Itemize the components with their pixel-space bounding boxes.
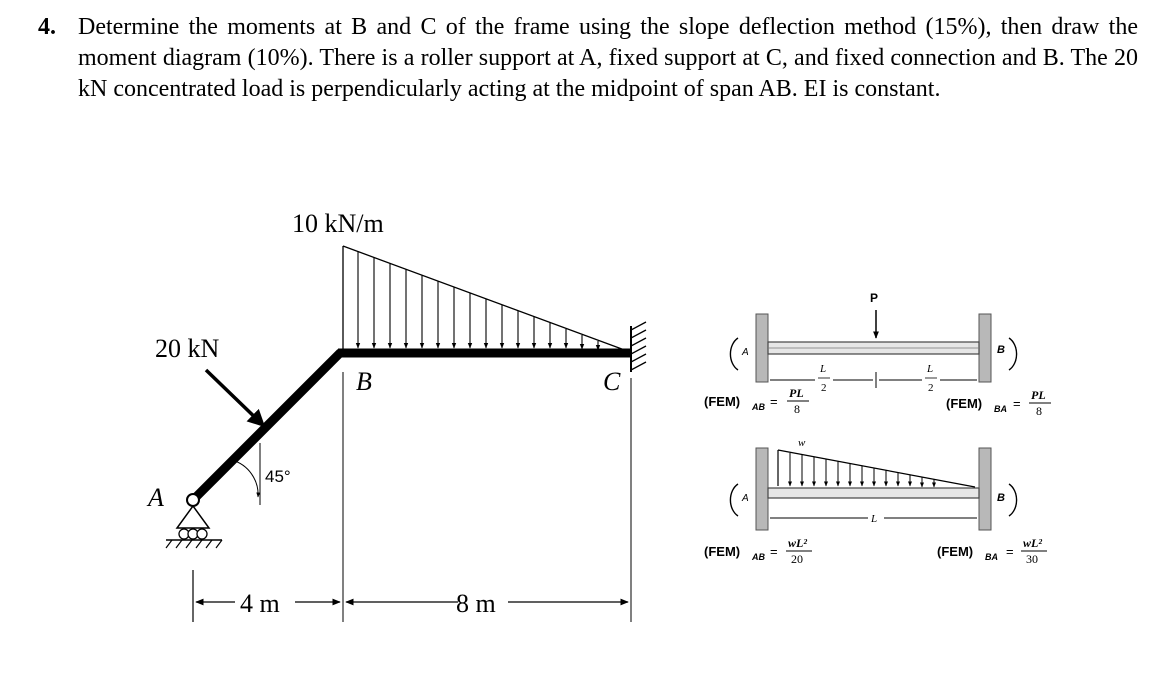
case2-fem-ab-den: 20 (791, 552, 803, 566)
case2-fem-ba-sub: BA (985, 552, 998, 562)
half-l-num-right: L (927, 363, 934, 375)
case1-fem-ab-sub: AB (752, 402, 765, 412)
load-p-label: P (870, 291, 879, 305)
fem-case-point-load (704, 291, 1051, 418)
case1-fem-ab-num: PL (789, 386, 804, 400)
node-c-label: C (603, 367, 621, 396)
span-l-label: L (871, 513, 878, 525)
half-l-den-left: 2 (821, 382, 827, 394)
half-l-den-right: 2 (928, 382, 934, 394)
case2-eq-ba: = (1006, 544, 1014, 559)
case2-fem-ba-label: (FEM) (937, 544, 974, 559)
case1-fem-ba-label: (FEM) (946, 396, 983, 411)
dimension-lines (193, 372, 631, 622)
case2-fem-ba-den: 30 (1026, 552, 1038, 566)
dim-right-label: 8 m (456, 589, 496, 618)
case2-fem-ab-sub: AB (752, 552, 765, 562)
problem-text: Determine the moments at B and C of the frame using the slope deflection method (15%), then draw the moment diagram (10%). There is a roller support at A, fixed support at C, and fixed connection and B. The 20 kN concentrated load is perpendicularly acting at the midpoint of span AB. EI is constant. (78, 14, 1138, 102)
case1-node-a: A (742, 347, 749, 358)
moment-arrow-right (1009, 338, 1017, 370)
angle-label: 45° (265, 467, 291, 486)
case2-fem-ab-label: (FEM) (704, 544, 741, 559)
case1-fem-ba-den: 8 (1036, 404, 1042, 418)
problem-number: 4. (38, 14, 56, 40)
case1-eq-ab: = (770, 394, 778, 409)
case1-fem-ab-den: 8 (794, 402, 800, 416)
case2-node-b: B (997, 492, 1005, 504)
moment-arrow-left-2 (730, 484, 738, 516)
point-load-arrow (206, 370, 264, 426)
case2-node-a: A (742, 493, 749, 504)
fem-case-triangular-load (704, 437, 1047, 566)
case1-node-b: B (997, 344, 1005, 356)
frame-structure (146, 209, 646, 622)
case2-fem-ab-num: wL² (788, 536, 807, 550)
dim-left-label: 4 m (240, 589, 280, 618)
point-load-label: 20 kN (155, 334, 220, 363)
case1-fem-ba-num: PL (1031, 388, 1046, 402)
moment-arrow-right-2 (1009, 484, 1017, 516)
moment-arrow-left (730, 338, 738, 370)
case2-eq-ab: = (770, 544, 778, 559)
fixed-support-c (631, 322, 646, 372)
roller-support-a (166, 494, 222, 548)
half-l-num-left: L (820, 363, 827, 375)
case1-fem-ba-sub: BA (994, 404, 1007, 414)
node-b-label: B (356, 367, 372, 396)
load-w-label: w (798, 437, 806, 449)
distributed-load (343, 246, 630, 352)
case1-fem-ab-label: (FEM) (704, 394, 741, 409)
case2-fem-ba-num: wL² (1023, 536, 1042, 550)
node-a-label: A (148, 483, 164, 512)
load-intensity-label: 10 kN/m (292, 209, 384, 238)
case1-eq-ba: = (1013, 396, 1021, 411)
